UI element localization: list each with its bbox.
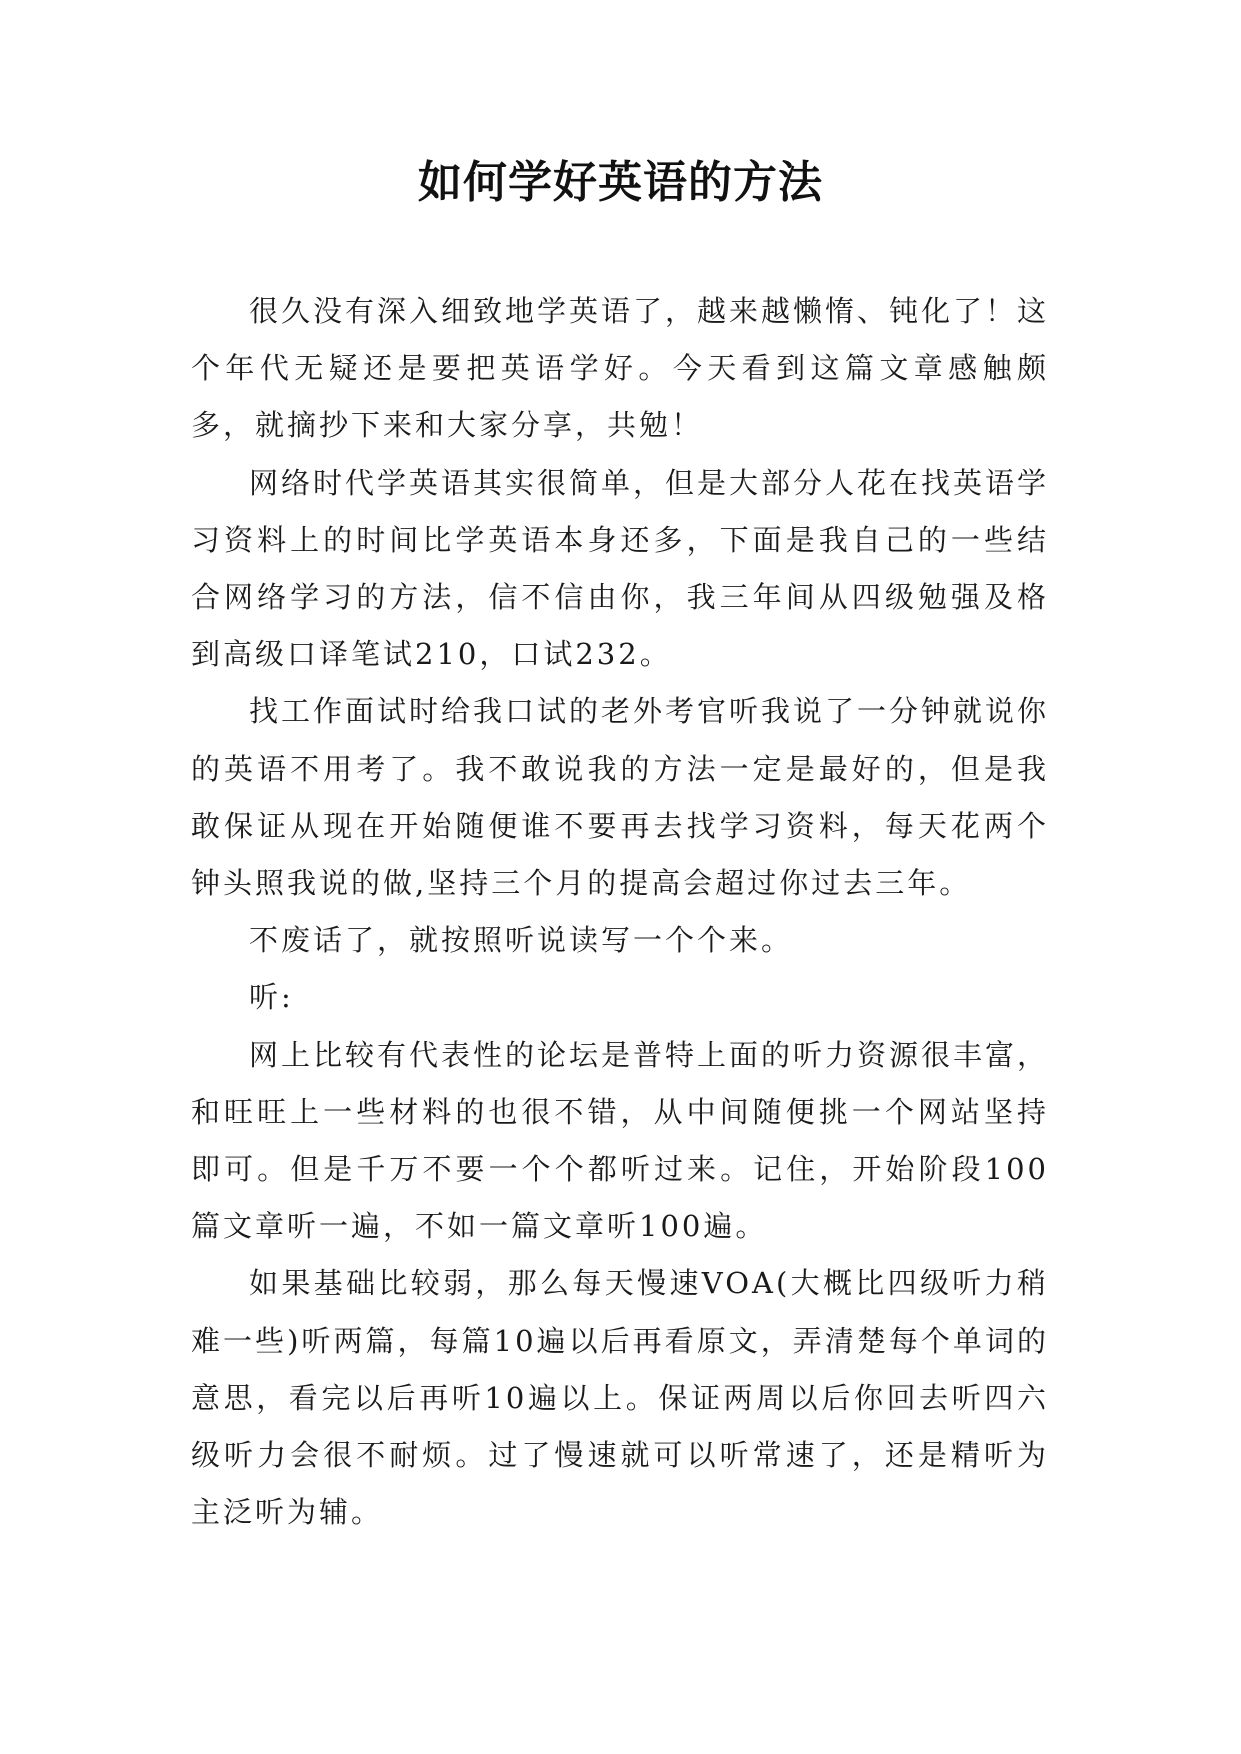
section-heading-listening: 听: [249,980,294,1015]
paragraph-forums: 网上比较有代表性的论坛是普特上面的听力资源很丰富，和旺旺上一些材料的也很不错，从中间随便挑一个网站坚持即可。但是千万不要一个个都听过来。记住，开始阶段100篇文章听一遍，不如一篇文章听100遍。 [191,1037,1050,1244]
document-title: 如何学好英语的方法 [418,157,823,208]
paragraph-transition: 不废话了，就按照听说读写一个个来。 [249,923,794,958]
paragraph-network-era: 网络时代学英语其实很简单，但是大部分人花在找英语学习资料上的时间比学英语本身还多，下面是我自己的一些结合网络学习的方法，信不信由你，我三年间从四级勉强及格到高级口译笔试210，口试232。 [191,465,1050,672]
document-body [191,283,1049,1541]
paragraph-intro: 很久没有深入细致地学英语了，越来越懒惰、钝化了！这个年代无疑还是要把英语学好。今天看到这篇文章感触颇多，就摘抄下来和大家分享，共勉！ [191,294,1050,443]
paragraph-voa: 如果基础比较弱，那么每天慢速VOA(大概比四级听力稍难一些)听两篇，每篇10遍以后再看原文，弄清楚每个单词的意思，看完以后再听10遍以上。保证两周以后你回去听四六级听力会很不耐烦。过了慢速就可以听常速了，还是精听为主泛听为辅。 [191,1266,1049,1530]
paragraph-interview: 找工作面试时给我口试的老外考官听我说了一分钟就说你的英语不用考了。我不敢说我的方法一定是最好的，但是我敢保证从现在开始随便谁不要再去找学习资料，每天花两个钟头照我说的做,坚持三个月的提高会超过你过去三年。 [191,694,1050,901]
